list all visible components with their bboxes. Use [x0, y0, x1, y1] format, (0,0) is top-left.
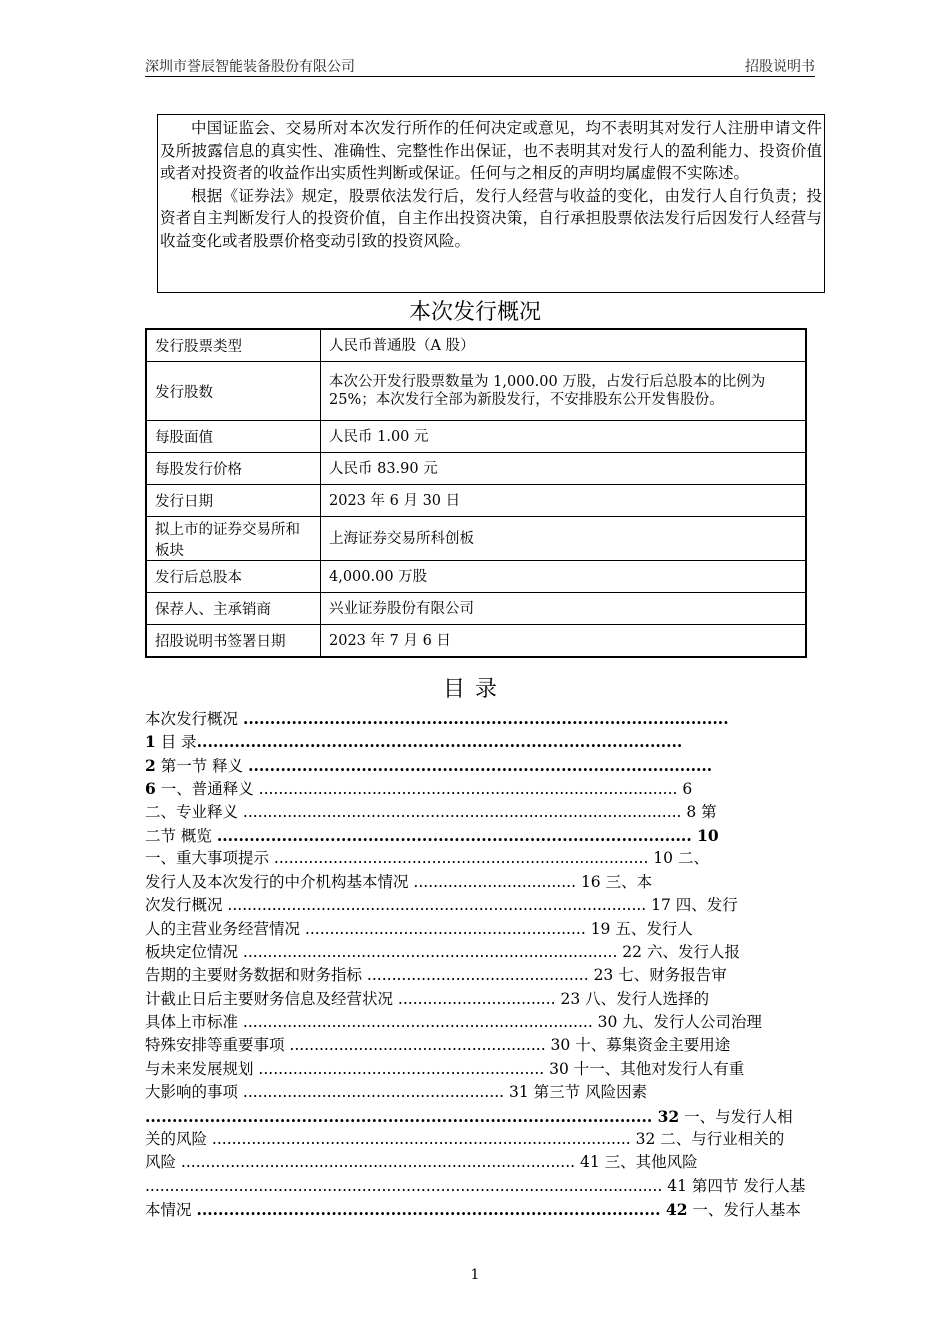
row-label: 拟上市的证券交易所和板块 — [146, 517, 321, 561]
toc-segment: 告期的主要财务数据和财务指标 ............................................. 23 七、财务报告审 — [145, 966, 727, 985]
toc-segment: 计截止日后主要财务信息及经营状况 ................................ 23 八、发行人选择的 — [145, 989, 710, 1008]
toc-segment: 本次发行概况 — [145, 710, 243, 728]
toc-line[interactable] — [145, 1151, 807, 1174]
toc-segment: ......................................................................................................... 41 第四节 发行人基 — [145, 1176, 806, 1195]
toc-segment: 二、专业释义 ......................................................................................... 8 第 — [145, 802, 717, 821]
row-value: 本次公开发行股票数量为 1,000.00 万股，占发行后总股本的比例为 25%；本次发行全部为新股发行，不安排股东公开发售股份。 — [321, 362, 807, 421]
toc-segment: 具体上市标准 ....................................................................... 30 九、发行人公司治理 — [145, 1013, 762, 1032]
row-value: 人民币 1.00 元 — [321, 421, 807, 453]
toc-line[interactable] — [145, 1034, 807, 1057]
table-row — [146, 329, 806, 362]
row-value: 人民币普通股（A 股） — [321, 329, 807, 362]
table-row — [146, 593, 806, 625]
row-label: 发行股票类型 — [146, 329, 321, 362]
toc-title: 目录 — [442, 677, 507, 702]
row-label: 每股面值 — [146, 421, 321, 453]
row-label: 每股发行价格 — [146, 453, 321, 485]
toc-segment: 一、重大事项提示 ............................................................................ 10 二、 — [145, 849, 709, 868]
toc-line[interactable] — [145, 918, 807, 941]
toc-segment: .............................................................................................. — [145, 1106, 653, 1126]
row-value: 人民币 83.90 元 — [321, 453, 807, 485]
toc-segment: 32 — [652, 1106, 680, 1126]
toc-segment: 6 — [145, 779, 156, 799]
toc-line[interactable] — [145, 988, 807, 1011]
toc-segment: 本情况 — [145, 1201, 197, 1220]
table-row — [146, 421, 806, 453]
toc-line[interactable] — [145, 847, 807, 870]
toc-line[interactable] — [145, 1105, 807, 1128]
toc-line[interactable] — [145, 871, 807, 894]
toc-segment: 第一节 释义 — [155, 756, 249, 775]
notice-paragraph-1: 中国证监会、交易所对本次发行所作的任何决定或意见，均不表明其对发行人注册申请文件及所披露信息的真实性、准确性、完整性作出保证，也不表明其对发行人的盈利能力、投资价值或者对投资者的收益作出实质性判断或保证。任何与之相反的声明均属虚假不实陈述。 — [160, 119, 822, 182]
table-row — [146, 517, 806, 561]
row-label: 发行日期 — [146, 485, 321, 517]
table-of-contents — [145, 707, 807, 1222]
row-value: 4,000.00 万股 — [321, 561, 807, 593]
toc-segment: 风险 ................................................................................ 41 三、其他风险 — [145, 1153, 698, 1172]
notice-paragraph-2: 根据《证券法》规定，股票依法发行后，发行人经营与收益的变化，由发行人自行负责；投资者自主判断发行人的投资价值，自主作出投资决策，自行承担股票依法发行后因发行人经营与收益变化或者股票价格变动引致的投资风险。 — [160, 186, 822, 250]
toc-segment: 发行人及本次发行的中介机构基本情况 ................................. 16 三、本 — [145, 872, 653, 891]
toc-segment: ........................................................................................ 10 — [216, 825, 719, 845]
table-row — [146, 625, 806, 658]
toc-line[interactable] — [145, 801, 807, 824]
toc-line[interactable] — [145, 1011, 807, 1034]
toc-segment: .......................................................................................... — [196, 732, 683, 752]
toc-segment: 次发行概况 ..................................................................................... 17 四、发行 — [145, 896, 738, 915]
toc-segment: 目 录 — [155, 733, 197, 752]
table-row — [146, 362, 806, 421]
row-value: 2023 年 6 月 30 日 — [321, 485, 807, 517]
row-label: 招股说明书签署日期 — [146, 625, 321, 658]
toc-segment: 与未来发展规划 .......................................................... 30 十一、其他对发行人有重 — [145, 1059, 745, 1078]
toc-segment: 特殊安排等重要事项 .................................................... 30 十、募集资金主要用途 — [145, 1036, 731, 1055]
table-row — [146, 561, 806, 593]
row-value: 上海证券交易所科创板 — [321, 517, 807, 561]
page-header — [145, 57, 815, 77]
toc-segment: 关的风险 ..................................................................................... 32 二、与行业相关的 — [145, 1130, 785, 1149]
toc-segment: 二节 概览 — [145, 826, 217, 845]
overview-title: 本次发行概况 — [408, 300, 541, 325]
row-value: 兴业证券股份有限公司 — [321, 593, 807, 625]
row-label: 发行股数 — [146, 362, 321, 421]
toc-line[interactable] — [145, 1081, 807, 1104]
toc-line[interactable] — [145, 1198, 807, 1221]
toc-line[interactable] — [145, 730, 807, 753]
toc-segment: 一、发行人基本 — [687, 1201, 801, 1220]
toc-line[interactable] — [145, 941, 807, 964]
toc-segment: 1 — [145, 732, 156, 752]
toc-segment: .......................................................................................... — [242, 709, 729, 728]
toc-segment: ...................................................................................... — [248, 755, 713, 775]
toc-line[interactable] — [145, 964, 807, 987]
header-rule — [145, 76, 815, 77]
page-number: 1 — [470, 1267, 480, 1283]
toc-line[interactable] — [145, 894, 807, 917]
toc-segment: 2 — [145, 755, 156, 775]
toc-line[interactable] — [145, 1058, 807, 1081]
toc-segment: 一、与发行人相 — [679, 1107, 793, 1126]
toc-segment: 板块定位情况 ............................................................................ 22 六、发行人报 — [145, 942, 740, 961]
row-value: 2023 年 7 月 6 日 — [321, 625, 807, 658]
toc-segment: 人的主营业务经营情况 ......................................................... 19 五、发行人 — [145, 919, 693, 938]
row-label: 保荐人、主承销商 — [146, 593, 321, 625]
toc-segment: ...................................................................................... 42 — [196, 1200, 688, 1220]
toc-line[interactable] — [145, 707, 807, 730]
issuance-overview-table — [145, 328, 807, 658]
toc-line[interactable] — [145, 754, 807, 777]
table-row — [146, 485, 806, 517]
regulatory-notice-box — [157, 114, 825, 293]
toc-line[interactable] — [145, 1128, 807, 1151]
toc-line[interactable] — [145, 1175, 807, 1198]
toc-line[interactable] — [145, 777, 807, 800]
toc-segment: 大影响的事项 ..................................................... 31 第三节 风险因素 — [145, 1083, 648, 1102]
toc-segment: 一、普通释义 ..................................................................................... 6 — [155, 780, 693, 799]
table-row — [146, 453, 806, 485]
header-doc-type: 招股说明书 — [745, 59, 815, 75]
header-company: 深圳市誉辰智能装备股份有限公司 — [145, 59, 355, 75]
toc-line[interactable] — [145, 824, 807, 847]
row-label: 发行后总股本 — [146, 561, 321, 593]
